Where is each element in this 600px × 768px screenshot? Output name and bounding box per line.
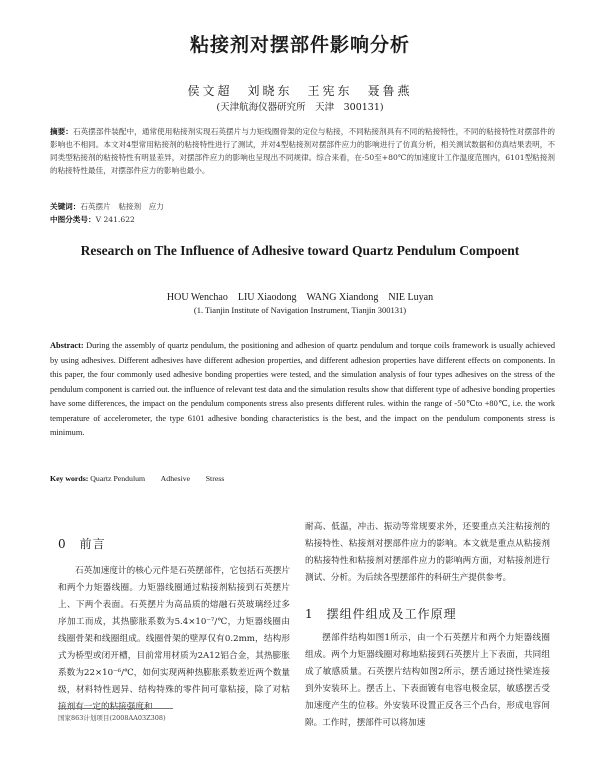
paper-title-en: Research on The Influence of Adhesive toward Quartz Pendulum Compoent: [80, 243, 520, 258]
abstract-label-cn: 摘要：: [50, 127, 73, 136]
footnote-rule: [58, 708, 173, 709]
authors-cn: 侯文超 刘晓东 王宪东 聂鲁燕: [187, 84, 413, 98]
section-text-structure: [305, 630, 550, 732]
footnote-funding: 国家863计划项目(2008AA03Z308): [58, 714, 166, 722]
keywords-en: [50, 473, 555, 484]
clc-number: [50, 214, 555, 225]
affiliation-cn: (天津航海仪器研究所 天津 300131): [216, 102, 384, 113]
keywords-text-cn: 石英摆片 粘接剂 应力: [80, 202, 164, 211]
section-text-introduction: [58, 563, 290, 716]
keywords-label-cn: 关键词：: [50, 202, 81, 211]
section-heading-structure: 1 摆组件组成及工作原理: [305, 607, 457, 621]
right-column-continuation: 耐高、低温，冲击、振动等常规要求外，还要重点关注粘接剂的粘接特性、粘接剂对摆部件应力的影响。本文就是重点从粘接剂的粘接特性和粘接剂对摆部件应力的影响两方面，对粘接剂进行测试、分析。为后续各型摆部件的科研生产提供参考。: [305, 522, 550, 583]
abstract-text-en: During the assembly of quartz pendulum, the positioning and adhesion of quartz pendulum and torque coils framework is usually achieved by using adhesives. Different adhesives have different adhesion properties, and different adhesion properties have different effects on components. In this paper, the four commonly used adhesive bonding properties were tested, and the simulation analysis of four types adhesives on the stress of the pendulum component is carried out. the influence of relevant test data and the simulation results show that different type of adhesive bonding properties have some differences, the impact on the pendulum components stress also presents different rules. within the range of -50℃to +80℃, i.e. the work temperature of accelerometer, the type 6101 adhesive bonding characteristics is the best, and the impact on the pendulum components stress is minimum.: [50, 341, 555, 437]
structure-paragraph: 摆部件结构如图1所示，由一个石英摆片和两个力矩器线圈组成。两个力矩器线圈对称地粘接到石英摆片上下表面，共同组成了敏感质量。石英摆片结构如图2所示，摆舌通过挠性梁连接到外安装环上。摆舌上、下表面镀有电容电极金层，敏感摆舌受加速度产生的位移。外安装环设置正反各三个凸台，形成电容间隙。工作时，摆部件可以将加速: [305, 633, 550, 728]
abstract-label-en: Abstract:: [50, 341, 84, 350]
clc-label: 中图分类号：: [50, 215, 96, 224]
keywords-cn: [50, 201, 555, 212]
abstract-text-cn: 石英摆部件装配中，通常使用粘接剂实现石英摆片与力矩线圈骨架的定位与粘接，不同粘接剂具有不同的粘接特性，不同的粘接特性对摆部件的影响也不相同。本文对4型常用粘接剂的粘接特性进行了测试，并对4型粘接剂对摆部件应力的影响进行了仿真分析，相关测试数据和仿真结果表明，不同类型粘接剂的粘接特性有明显差异，对摆部件应力的影响也呈现出不同规律。综合来看，在-50至+80℃的加速度计工作温度范围内，6101型粘接剂的粘接特性最佳，对摆部件应力的影响也最小。: [50, 127, 556, 175]
authors-en: HOU Wenchao LIU Xiaodong WANG Xiandong NIE Luyan: [166, 292, 434, 303]
affiliation-en: (1. Tianjin Institute of Navigation Instrument, Tianjin 300131): [193, 305, 407, 315]
clc-value: V 241.622: [95, 215, 135, 224]
keywords-label-en: Key words:: [50, 474, 89, 483]
section-heading-introduction: 0 前言: [58, 537, 106, 551]
keywords-text-en: Quartz Pendulum Adhesive Stress: [90, 474, 225, 483]
paper-title-cn: 粘接剂对摆部件影响分析: [189, 34, 410, 56]
abstract-cn: [50, 125, 555, 177]
introduction-paragraph: 石英加速度计的核心元件是石英摆部件，它包括石英摆片和两个力矩器线圈。力矩器线圈通过粘接剂粘接到石英摆片上、下两个表面。石英摆片为高品质的熔融石英玻璃经过多序加工而成，其热膨胀系数为5.4×10⁻⁷/℃，力矩器线圈由线圈骨架和线圈组成。线圈骨架的壁厚仅有0.2mm，结构形式为桥型或闭开槽，目前常用材质为2A12铝合金，其热膨胀系数为22×10⁻⁶/℃，如何实现两种热膨胀系数差近两个数量级，材料特性迥异、结构特殊的零件间可靠粘接，除了对粘接剂有一定的粘接强度和: [58, 566, 290, 712]
abstract-en: [50, 339, 555, 441]
